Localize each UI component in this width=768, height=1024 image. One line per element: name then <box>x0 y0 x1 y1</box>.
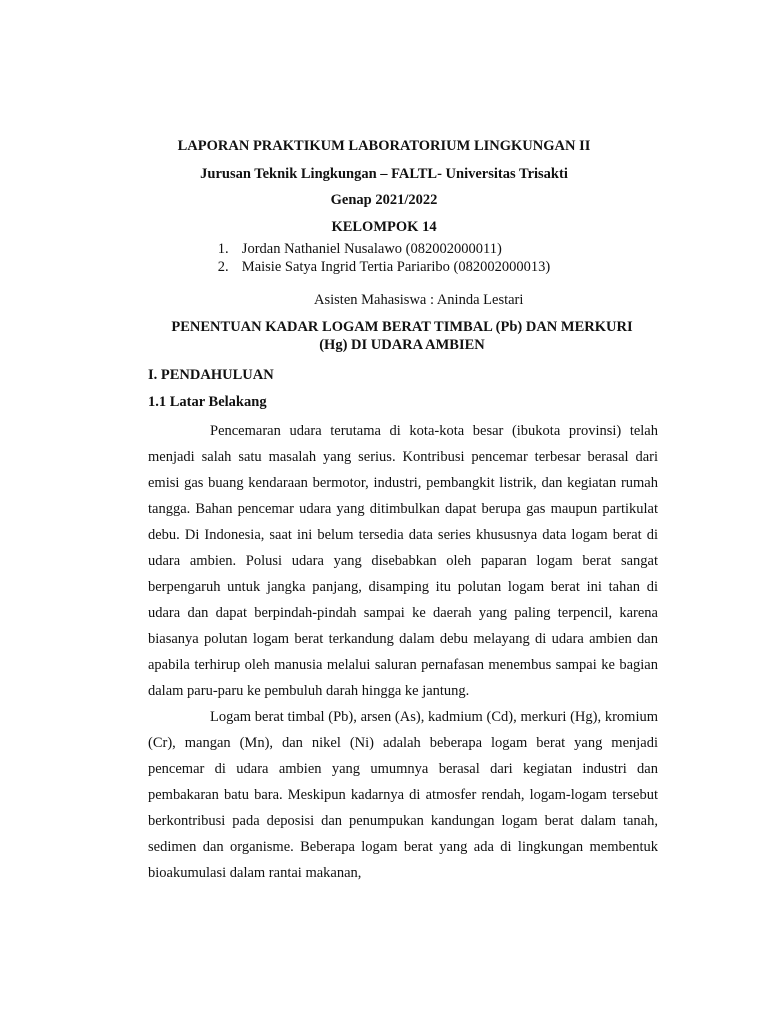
body-text <box>148 418 658 886</box>
member-item <box>218 258 550 276</box>
research-title <box>146 318 658 354</box>
semester-line: Genap 2021/2022 <box>330 192 438 208</box>
paragraph: Pencemaran udara terutama di kota-kota besar (ibukota provinsi) telah menjadi salah satu masalah yang serius. Kontribusi pencemar terbesar berasal dari emisi gas buang kendaraan bermotor, industri, pembangkit listrik, dan kegiatan rumah tangga. Bahan pencemar udara yang ditimbulkan dapat berupa gas maupun partikulat debu. Di Indonesia, saat ini belum tersedia data series khususnya data logam berat di udara ambien. Polusi udara yang disebabkan oleh paparan logam berat sangat berpengaruh untuk jangka panjang, disamping itu polutan logam berat ini tahan di udara dan dapat berpindah-pindah sampai ke daerah yang paling terpencil, karena biasanya polutan logam berat terkandung dalam debu melayang di udara ambien dan apabila terhirup oleh manusia melalui saluran pernafasan menembus sampai ke bagian dalam paru-paru ke pembuluh darah hingga ke jantung. <box>148 423 658 699</box>
report-title: LAPORAN PRAKTIKUM LABORATORIUM LINGKUNGAN II <box>177 138 591 154</box>
group-line: KELOMPOK 14 <box>331 219 437 235</box>
member-name: Maisie Satya Ingrid Tertia Pariaribo (082002000013) <box>241 259 551 275</box>
assistant-line: Asisten Mahasiswa : Aninda Lestari <box>314 292 524 308</box>
member-item <box>218 240 550 258</box>
research-title-line-2: (Hg) DI UDARA AMBIEN <box>319 337 485 353</box>
subsection-heading: 1.1 Latar Belakang <box>148 394 267 410</box>
paragraph: Logam berat timbal (Pb), arsen (As), kadmium (Cd), merkuri (Hg), kromium (Cr), mangan (Mn), dan nikel (Ni) adalah beberapa logam berat yang menjadi pencemar di udara ambien yang umumnya berasal dari kegiatan industri dan pembakaran batu bara. Meskipun kadarnya di atmosfer rendah, logam-logam tersebut berkontribusi pada deposisi dan penumpukan kandungan logam berat dalam tanah, sedimen dan organisme. Beberapa logam berat yang ada di lingkungan membentuk bioakumulasi dalam rantai makanan, <box>148 709 658 881</box>
member-list <box>0 240 768 276</box>
member-number: 2. <box>217 259 229 275</box>
member-name: Jordan Nathaniel Nusalawo (082002000011) <box>241 241 502 257</box>
research-title-line-1: PENENTUAN KADAR LOGAM BERAT TIMBAL (Pb) DAN MERKURI <box>171 319 633 335</box>
department-line: Jurusan Teknik Lingkungan – FALTL- Universitas Trisakti <box>200 166 568 182</box>
member-number: 1. <box>217 241 229 257</box>
chapter-heading: I. PENDAHULUAN <box>148 367 274 383</box>
